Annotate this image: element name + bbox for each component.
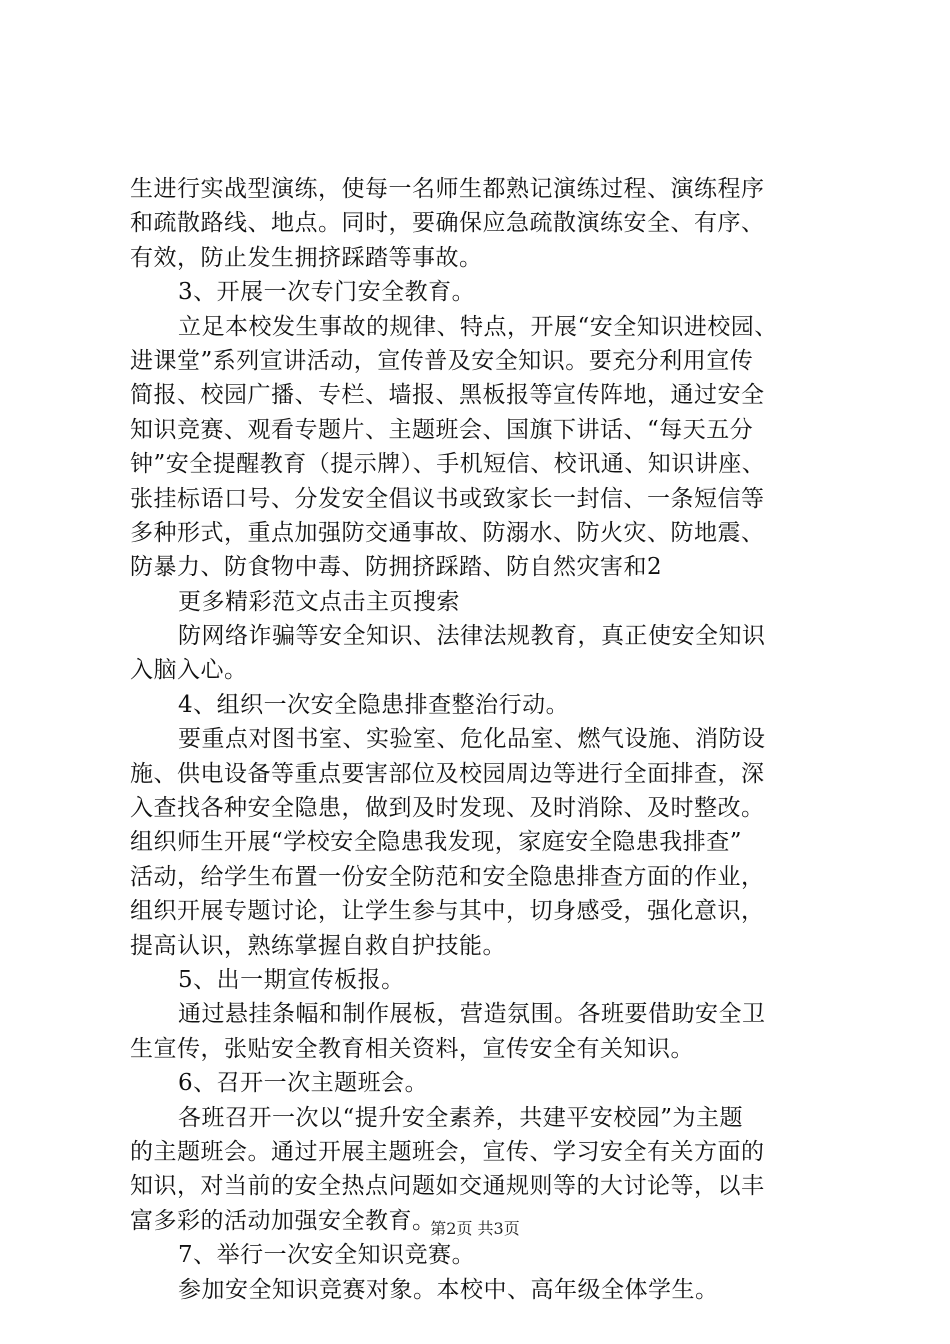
text-line: 7、举行一次安全知识竞赛。 — [178, 1242, 476, 1269]
text-line: 多种形式，重点加强防交通事故、防溺水、防火灾、防地震、 — [130, 519, 765, 546]
text-line: 防网络诈骗等安全知识、法律法规教育，真正使安全知识 — [178, 623, 766, 650]
text-line: 提高认识，熟练掌握自救自护技能。 — [130, 932, 506, 959]
text-line: 组织开展专题讨论，让学生参与其中，切身感受，强化意识， — [130, 898, 765, 925]
text-line: 通过悬挂条幅和制作展板，营造氛围。各班要借助安全卫 — [178, 1001, 766, 1028]
text-line: 富多彩的活动加强安全教育。 — [130, 1207, 436, 1234]
text-line: 施、供电设备等重点要害部位及校园周边等进行全面排查，深 — [130, 760, 765, 787]
text-line: 5、出一期宣传板报。 — [178, 966, 405, 993]
text-line: 6、召开一次主题班会。 — [178, 1070, 429, 1097]
text-line: 入脑入心。 — [130, 657, 248, 684]
text-line: 有效，防止发生拥挤踩踏等事故。 — [130, 244, 483, 271]
text-line: 简报、校园广播、专栏、墙报、黑板报等宣传阵地，通过安全 — [130, 382, 765, 409]
text-line: 组织师生开展“学校安全隐患我发现，家庭安全隐患我排查” — [130, 829, 743, 856]
text-line: 参加安全知识竞赛对象。本校中、高年级全体学生。 — [178, 1276, 719, 1303]
text-line: 钟”安全提醒教育（提示牌）、手机短信、校讯通、知识讲座、 — [130, 451, 766, 478]
text-line: 生宣传，张贴安全教育相关资料，宣传安全有关知识。 — [130, 1035, 694, 1062]
text-line: 防暴力、防食物中毒、防拥挤踩踏、防自然灾害和2 — [130, 554, 663, 581]
page-footer: 第2页 共3页 — [430, 1219, 520, 1238]
text-line: 和疏散路线、地点。同时，要确保应急疏散演练安全、有序、 — [130, 210, 765, 237]
body-text — [130, 172, 840, 1307]
text-line: 活动，给学生布置一份安全防范和安全隐患排查方面的作业， — [130, 863, 765, 890]
text-line: 生进行实战型演练，使每一名师生都熟记演练过程、演练程序 — [130, 176, 765, 202]
text-line: 各班召开一次以“提升安全素养，共建平安校园”为主题 — [178, 1104, 744, 1131]
text-line: 知识竞赛、观看专题片、主题班会、国旗下讲话、“每天五分 — [130, 416, 754, 443]
text-line: 3、开展一次专门安全教育。 — [178, 279, 476, 306]
text-line: 进课堂”系列宣讲活动，宣传普及安全知识。要充分利用宣传 — [130, 347, 754, 374]
text-line: 立足本校发生事故的规律、特点，开展“安全知识进校园、 — [178, 313, 778, 340]
text-line: 张挂标语口号、分发安全倡议书或致家长一封信、一条短信等 — [130, 485, 765, 512]
text-line: 入查找各种安全隐患，做到及时发现、及时消除、及时整改。 — [130, 795, 765, 822]
text-line: 要重点对图书室、实验室、危化品室、燃气设施、消防设 — [178, 726, 766, 753]
text-line: 的主题班会。通过开展主题班会，宣传、学习安全有关方面的 — [130, 1138, 765, 1165]
text-line: 更多精彩范文点击主页搜索 — [178, 588, 460, 615]
text-line: 知识，对当前的安全热点问题如交通规则等的大讨论等，以丰 — [130, 1173, 765, 1200]
text-line: 4、组织一次安全隐患排查整治行动。 — [178, 691, 570, 718]
